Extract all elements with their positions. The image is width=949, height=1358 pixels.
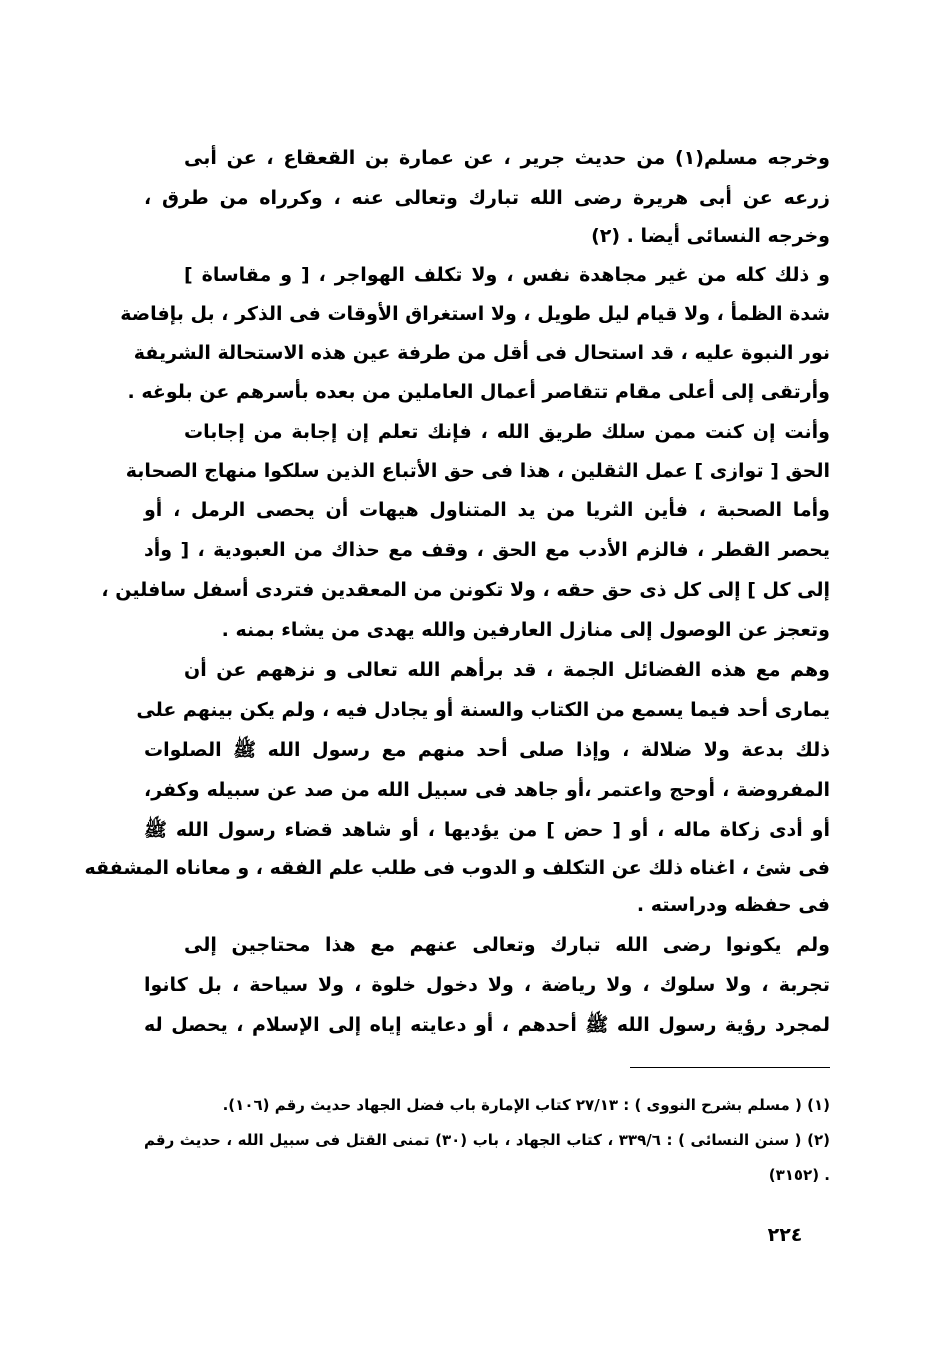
text-line: زرعه عن أبى هريرة رضى الله تبارك وتعالى عنه ، وكرراه من طرق ، — [144, 187, 830, 209]
text-line: لمجرد رؤية رسول الله ﷺ أحدهم ، أو دعايته إياه إلى الإسلام ، يحصل له — [144, 1014, 830, 1036]
footnote-1: (١) ( مسلم بشرح النووى ) : ٢٧/١٣ كتاب الإمارة باب فضل الجهاد حديث رقم (١٠٦). — [222, 1096, 830, 1114]
text-line: أو أدى زكاة ماله ، أو [ حض ] من يؤديها ، أو شاهد قضاء رسول الله ﷺ — [144, 819, 830, 841]
text-line: وهم مع هذه الفضائل الجمة ، قد برأهم الله تعالى و نزههم عن أن — [184, 659, 830, 681]
text-line: وأما الصحبة ، فأين الثريا من يد المتناول هيهات أن يحصى الرمل ، أو — [144, 499, 830, 521]
text-line: نور النبوة عليه ، قد استحال فى أقل من طرفة عين هذه الاستحالة الشريفة — [133, 342, 830, 364]
text-line: شدة الظمأ ، ولا قيام ليل طويل ، ولا استغراق الأوقات فى الذكر ، بل بإفاضة — [120, 303, 830, 325]
text-line: و ذلك كله من غير مجاهدة نفس ، ولا تكلف الهواجر ، [ و مقاساة ] — [184, 264, 830, 286]
text-line: فى شئ ، اغناه ذلك عن التكلف و الدوب فى طلب علم الفقه ، و معاناه المشفقه — [84, 857, 830, 879]
footnote-2-continued: . (٣١٥٢) — [768, 1166, 830, 1184]
text-line: وأرتقى إلى أعلى مقام تتقاصر أعمال العاملين من بعده بأسرهم عن بلوغه . — [127, 381, 830, 403]
text-line: وتعجز عن الوصول إلى منازل العارفين والله يهدى من يشاء بمنه . — [221, 619, 830, 641]
text-line: المفروضة ، أوحج واعتمر ،أو جاهد فى سبيل الله من صد عن سبيله وكفر، — [144, 779, 830, 801]
text-line: وخرجه النسائى أيضا . (٢) — [591, 225, 830, 247]
text-line: ولم يكونوا رضى الله تبارك وتعالى عنهم مع هذا محتاجين إلى — [184, 934, 830, 956]
text-line: فى حفظه ودراسته . — [636, 894, 830, 916]
text-line: إلى كل ] إلى كل ذى حق حقه ، ولا تكونن من المعقدين فتردى أسفل سافلين ، — [101, 579, 830, 601]
text-line: وخرجه مسلم(١) من حديث جرير ، عن عمارة بن القعقاع ، عن أبى — [184, 147, 830, 169]
footnote-2: (٢) ( سنن النسائى ) : ٣٣٩/٦ ، كتاب الجهاد ، باب (٣٠) تمنى القتل فى سبيل الله ، حديث رقم — [144, 1131, 830, 1149]
text-line: يمارى أحد فيما يسمع من الكتاب والسنة أو يجادل فيه ، ولم يكن بينهم على — [136, 699, 830, 721]
text-line: وأنت إن كنت ممن سلك طريق الله ، فإنك تعلم إن إجابة من إجابات — [184, 421, 830, 443]
page-number: ٢٢٤ — [767, 1224, 803, 1246]
text-line: تجربة ، ولا سلوك ، ولا رياضة ، ولا دخول خلوة ، ولا سياحة ، بل كانوا — [144, 974, 830, 996]
text-line: الحق [ توازى ] عمل الثقلين ، هذا فى حق الأتباع الذين سلكوا منهاج الصحابة — [125, 460, 830, 482]
text-line: يحصر القطر ، فالزم الأدب مع الحق ، وقف مع حذاك من العبودية ، [ وأد — [144, 539, 830, 561]
footnote-separator — [630, 1067, 830, 1068]
text-line: ذلك بدعة ولا ضلالة ، وإذا صلى أحد منهم مع رسول الله ﷺ الصلوات — [144, 739, 830, 761]
